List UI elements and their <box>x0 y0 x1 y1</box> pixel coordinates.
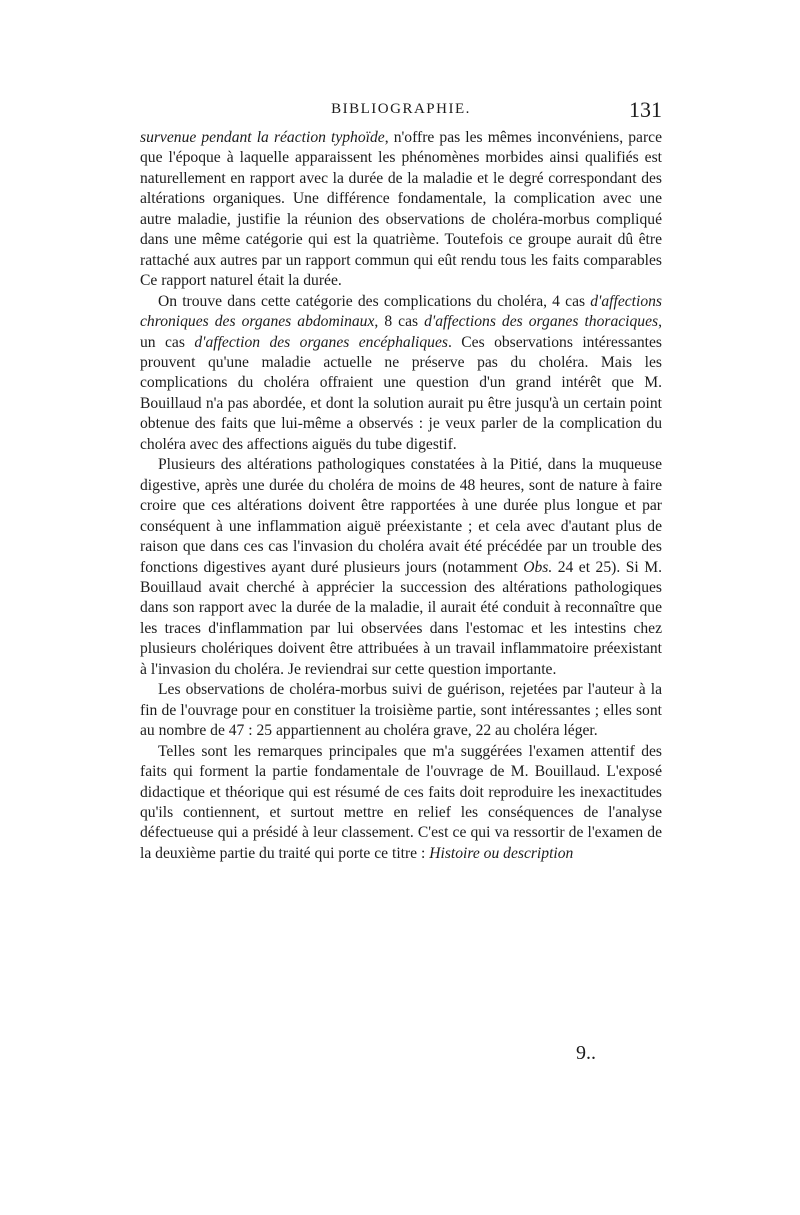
text-run: , un cas <box>140 313 662 351</box>
running-title: BIBLIOGRAPHIE. <box>331 101 471 117</box>
italic-run: Histoire ou description <box>429 844 574 862</box>
signature-mark: 9.. <box>576 1042 596 1064</box>
text-run: 24 et 25). Si M. Bouillaud avait cherché à apprécier la succession des altérations pathologiques dans son rapport avec la durée de la maladie, il aurait été conduit à reconnaître que les traces d'inflammation par lui observées dans l'estomac et les intestins chez plusieurs cholériques doivent être attribuées à un travail inflammatoire préexistant à l'invasion du choléra. Je reviendrai sur cette question importante. <box>140 558 662 678</box>
paragraph-3 <box>140 455 662 680</box>
text-run: Telles sont les remarques principales que m'a suggérées l'examen attentif des faits qui forment la partie fondamentale de l'ouvrage de M. Bouillaud. L'exposé didactique et théorique qui est résumé de ces faits doit reproduire les inexactitudes qu'ils contiennent, et surtout mettre en relief les conséquences de l'analyse défectueuse qui a présidé à leur classement. C'est ce qui va ressortir de l'examen de la deuxième partie du traité qui porte ce titre : <box>140 742 662 862</box>
paragraph-4 <box>140 680 662 741</box>
paragraph-5 <box>140 742 662 865</box>
text-run: Plusieurs des altérations pathologiques constatées à la Pitié, dans la muqueuse digestive, après une durée du choléra de moins de 48 heures, sont de nature à faire croire que ces altérations doivent être rapportées à une durée plus longue et par conséquent à une inflammation aiguë préexistante ; et cela avec d'autant plus de raison que dans ces cas l'invasion du choléra avait été précédée par un trouble des fonctions digestives ayant duré plusieurs jours (notamment <box>140 456 662 576</box>
italic-run: survenue pendant la réaction typhoïde <box>140 129 385 146</box>
body-text <box>140 128 662 864</box>
italic-run: Obs. <box>523 558 553 576</box>
paragraph-2 <box>140 292 662 456</box>
running-head <box>140 97 662 127</box>
italic-run: d'affections chroniques des organes abdominaux <box>140 292 662 331</box>
page-number: 131 <box>629 97 662 122</box>
text-run: Les observations de choléra-morbus suivi de guérison, rejetées par l'auteur à la fin de l'ouvrage pour en constituer la troisième partie, sont intéressantes ; elles sont au nombre de 47 : 25 appartiennent au choléra grave, 22 au choléra léger. <box>140 681 662 740</box>
text-run: , 8 cas <box>374 313 425 331</box>
italic-run: d'affections des organes thoraciques <box>424 313 659 331</box>
text-run: . Ces observations intéressantes prouvent qu'une maladie actuelle ne préserve pas du choléra. Mais les complications du choléra offraient une question d'un grand intérêt que M. Bouillaud n'a pas abordée, et dont la solution aurait pu être jusqu'à un certain point obtenue des faits que lui-même a observés : je veux parler de la complication du choléra avec des affections aiguës du tube digestif. <box>140 333 662 453</box>
italic-run: d'affection des organes encéphaliques <box>194 333 448 351</box>
paragraph-1 <box>140 128 662 292</box>
text-run: , n'offre pas les mêmes inconvéniens, parce que l'époque à laquelle apparaissent les phénomènes morbides ainsi qualifiés est naturellement en rapport avec la durée de la maladie et le degré correspondant des altérations organiques. Une différence fondamentale, la complication avec une autre maladie, justifie la réunion des observations de choléra-morbus compliqué dans une même catégorie qui est la quatrième. Toutefois ce groupe aurait dû être rattaché aux autres par un rapport commun qui eût rendu tous les faits comparables Ce rapport naturel était la durée. <box>140 129 662 290</box>
text-run: On trouve dans cette catégorie des complications du choléra, 4 cas <box>158 292 591 310</box>
